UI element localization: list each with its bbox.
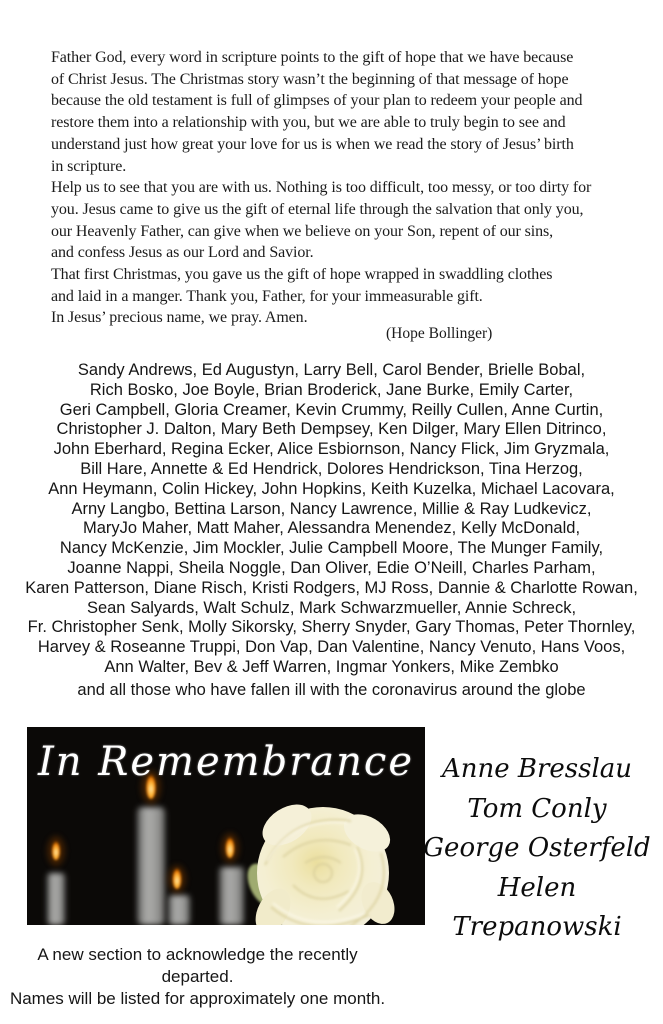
names-line: Christopher J. Dalton, Mary Beth Dempsey, Ken Dilger, Mary Ellen Ditrinco, xyxy=(56,420,607,439)
names-line: Joanne Nappi, Sheila Noggle, Dan Oliver, Edie O’Neill, Charles Parham, xyxy=(67,558,596,577)
names-line: John Eberhard, Regina Ecker, Alice Esbiornson, Nancy Flick, Jim Gryzmala, xyxy=(53,440,610,459)
prayer-line: our Heavenly Father, can give when we believe on your Son, repent of our sins, xyxy=(51,222,554,240)
departed-name: George Osterfeld xyxy=(423,833,651,863)
names-line: Harvey & Roseanne Truppi, Don Vap, Dan Valentine, Nancy Venuto, Hans Voos, xyxy=(37,638,626,657)
prayer-text xyxy=(51,47,657,329)
names-line: Karen Patterson, Diane Risch, Kristi Rodgers, MJ Ross, Dannie & Charlotte Rowan, xyxy=(25,578,638,597)
departed-name: Anne Bresslau xyxy=(441,754,633,784)
candle-icon xyxy=(47,836,65,925)
departed-name: Helen Trepanowski xyxy=(452,872,622,942)
closing-line: and all those who have fallen ill with the coronavirus around the globe xyxy=(77,681,586,699)
names-line: Ann Walter, Bev & Jeff Warren, Ingmar Yonkers, Mike Zembko xyxy=(104,657,559,676)
prayer-line: Help us to see that you are with us. Nothing is too difficult, too messy, or too dirty for xyxy=(51,179,592,197)
departed-name: Tom Conly xyxy=(467,793,607,824)
names-line: Sean Salyards, Walt Schulz, Mark Schwarzmueller, Annie Schreck, xyxy=(86,598,577,617)
prayer-line: restore them into a relationship with you, but we are able to truly begin to see and xyxy=(51,114,566,132)
departed-names xyxy=(418,750,656,948)
photo-caption xyxy=(0,944,395,1010)
prayer-names-list xyxy=(0,361,663,678)
names-line: Bill Hare, Annette & Ed Hendrick, Dolores Hendrickson, Tina Herzog, xyxy=(80,459,583,478)
prayer-line: understand just how great your love for us is when we read the story of Jesus’ birth xyxy=(51,135,574,153)
prayer-line: Father God, every word in scripture points to the gift of hope that we have because xyxy=(51,49,574,66)
names-line: MaryJo Maher, Matt Maher, Alessandra Menendez, Kelly McDonald, xyxy=(82,519,581,538)
caption-line: Names will be listed for approximately one month. xyxy=(9,989,386,1008)
names-line: Ann Heymann, Colin Hickey, John Hopkins, Keith Kuzelka, Michael Lacovara, xyxy=(48,479,615,498)
names-line: Fr. Christopher Senk, Molly Sikorsky, Sherry Snyder, Gary Thomas, Peter Thornley, xyxy=(27,618,636,637)
prayer-line: in scripture. xyxy=(51,157,127,175)
prayer-line: In Jesus’ precious name, we pray. Amen. xyxy=(51,309,308,327)
remembrance-photo xyxy=(27,727,425,925)
prayer-line: you. Jesus came to give us the gift of eternal life through the salvation that only you, xyxy=(51,200,584,218)
prayer-line: because the old testament is full of glimpses of your plan to redeem your people and xyxy=(51,92,583,110)
caption-line: A new section to acknowledge the recently departed. xyxy=(37,945,358,986)
prayer-attribution: (Hope Bollinger) xyxy=(386,325,493,342)
prayer-line: of Christ Jesus. The Christmas story wasn’t the beginning of that message of hope xyxy=(51,70,569,88)
names-line: Sandy Andrews, Ed Augustyn, Larry Bell, Carol Bender, Brielle Bobal, xyxy=(77,361,586,379)
names-line: Rich Bosko, Joe Boyle, Brian Broderick, Jane Burke, Emily Carter, xyxy=(89,380,574,399)
names-line: Arny Langbo, Bettina Larson, Nancy Lawrence, Millie & Ray Ludkevicz, xyxy=(71,499,592,518)
prayer-line: and confess Jesus as our Lord and Savior. xyxy=(51,244,314,262)
names-line: Geri Campbell, Gloria Creamer, Kevin Crummy, Reilly Cullen, Anne Curtin, xyxy=(59,400,604,419)
remembrance-script-title: In Remembrance xyxy=(37,739,414,785)
prayer-line: That first Christmas, you gave us the gift of hope wrapped in swaddling clothes xyxy=(51,266,553,284)
prayer-line: and laid in a manger. Thank you, Father, for your immeasurable gift. xyxy=(51,287,483,305)
names-line: Nancy McKenzie, Jim Mockler, Julie Campbell Moore, The Munger Family, xyxy=(59,539,604,558)
